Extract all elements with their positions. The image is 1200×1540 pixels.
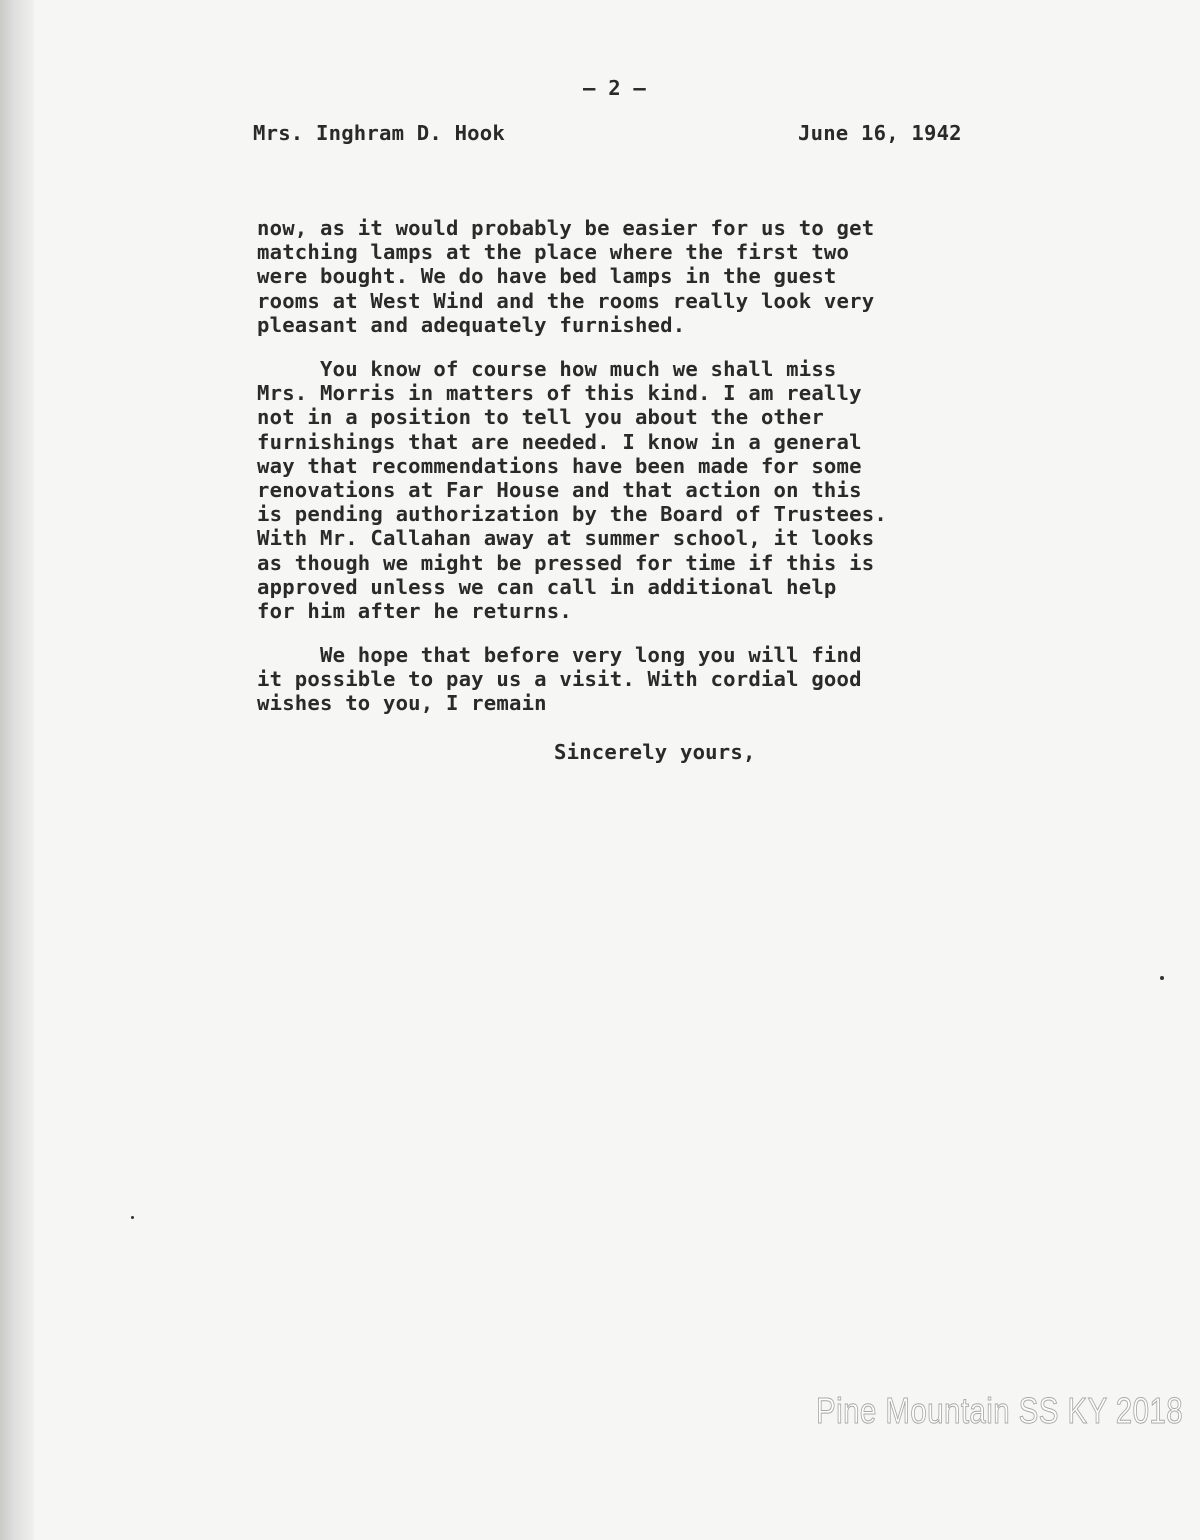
closing-salutation: Sincerely yours, [554, 740, 756, 764]
scan-edge-shadow [0, 0, 34, 1540]
scan-speck [131, 1216, 134, 1219]
scan-speck [1160, 976, 1164, 980]
page-number: — 2 — [583, 76, 646, 100]
archive-watermark: Pine Mountain SS KY 2018 [816, 1390, 1184, 1431]
body-paragraph-1: now, as it would probably be easier for us to get matching lamps at the place where the first two were bought. We do have bed lamps in the guest rooms at West Wind and the rooms really look very pleasant and adequately furnished. [257, 216, 875, 337]
letter-date: June 16, 1942 [798, 121, 962, 145]
body-paragraph-3: We hope that before very long you will find it possible to pay us a visit. With cordial good wishes to you, I remain [257, 643, 862, 716]
body-paragraph-2: You know of course how much we shall miss Mrs. Morris in matters of this kind. I am really not in a position to tell you about the other furnishings that are needed. I know in a general way that recommendations have been made for some renovations at Far House and that action on this is pending authorization by the Board of Trustees. With Mr. Callahan away at summer school, it looks as though we might be pressed for time if this is approved unless we can call in additional help for him after he returns. [257, 357, 887, 624]
recipient-name: Mrs. Inghram D. Hook [253, 121, 505, 145]
